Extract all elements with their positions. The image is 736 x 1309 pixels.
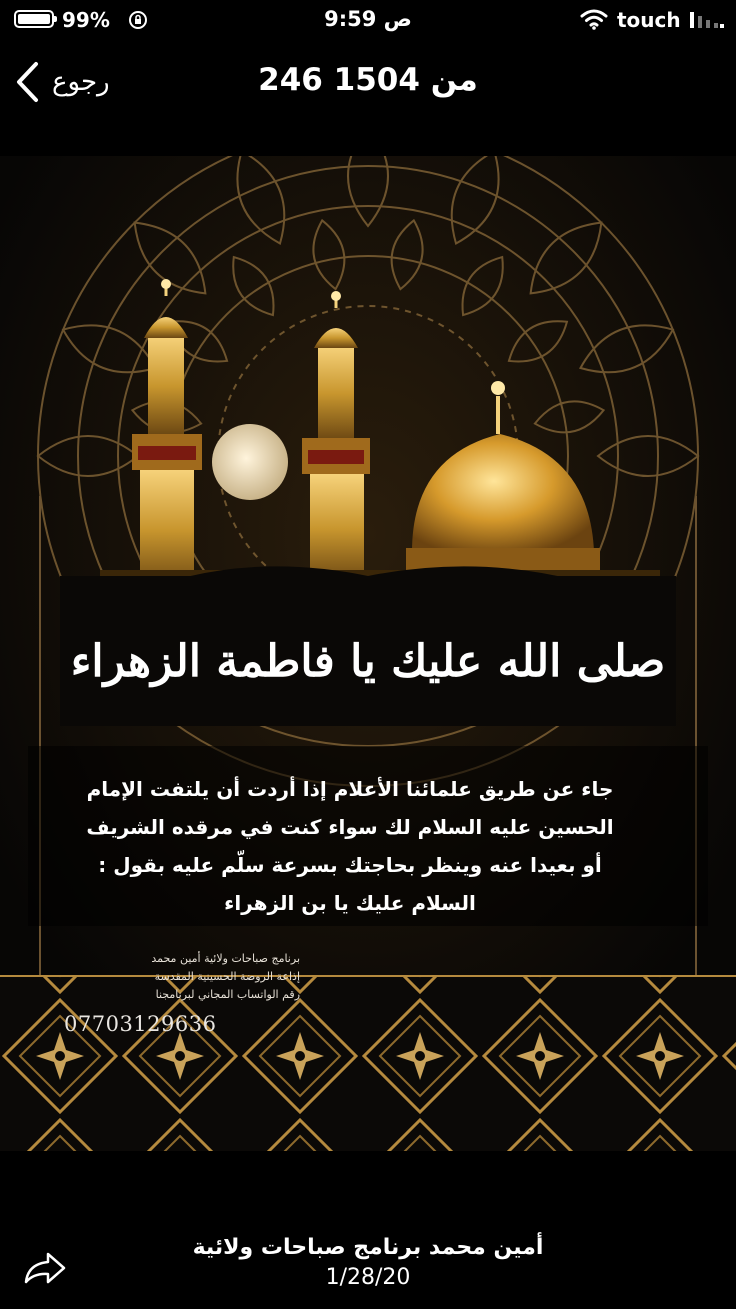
hadith-line: السلام عليك يا بن الزهراء <box>224 891 476 915</box>
share-icon[interactable] <box>22 1248 68 1288</box>
whatsapp-number: 07703129636 <box>64 1012 217 1036</box>
wifi-icon <box>580 8 608 30</box>
calligraphy-title: صلى الله عليك يا فاطمة الزهراء <box>70 636 666 687</box>
caption-title: أمين محمد برنامج صباحات ولائية <box>192 1235 544 1260</box>
battery-percentage: 99% <box>62 8 110 32</box>
status-time: 9:59 ص <box>324 7 412 31</box>
photo-viewer-image[interactable] <box>0 156 736 1151</box>
photo-caption <box>100 1233 636 1293</box>
hadith-line: جاء عن طريق علمائنا الأعلام إذا أردت أن يلتفت الإمام <box>86 777 614 801</box>
hadith-line: أو بعيدا عنه وينظر بحاجتك بسرعة سلّم عليه بقول : <box>98 853 602 877</box>
status-bar <box>0 0 736 40</box>
program-credits <box>60 950 300 1004</box>
hadith-line: الحسين عليه السلام لك سواء كنت في مرقده الشريف <box>86 815 614 839</box>
credits-line: برنامج صباحات ولائية أمين محمد <box>151 952 300 965</box>
caption-date: 1/28/20 <box>325 1265 411 1290</box>
carrier-name: touch <box>617 8 681 32</box>
back-label: رجوع <box>52 67 110 97</box>
signal-icon <box>690 10 726 30</box>
credits-line: إذاعة الروضة الحسينية المقدسة <box>154 970 300 983</box>
hadith-text <box>30 770 670 922</box>
photo-counter-title: 246 من 1504 <box>258 62 478 98</box>
credits-line: رقم الواتساب المجاني لبرنامجنا <box>155 988 300 1001</box>
